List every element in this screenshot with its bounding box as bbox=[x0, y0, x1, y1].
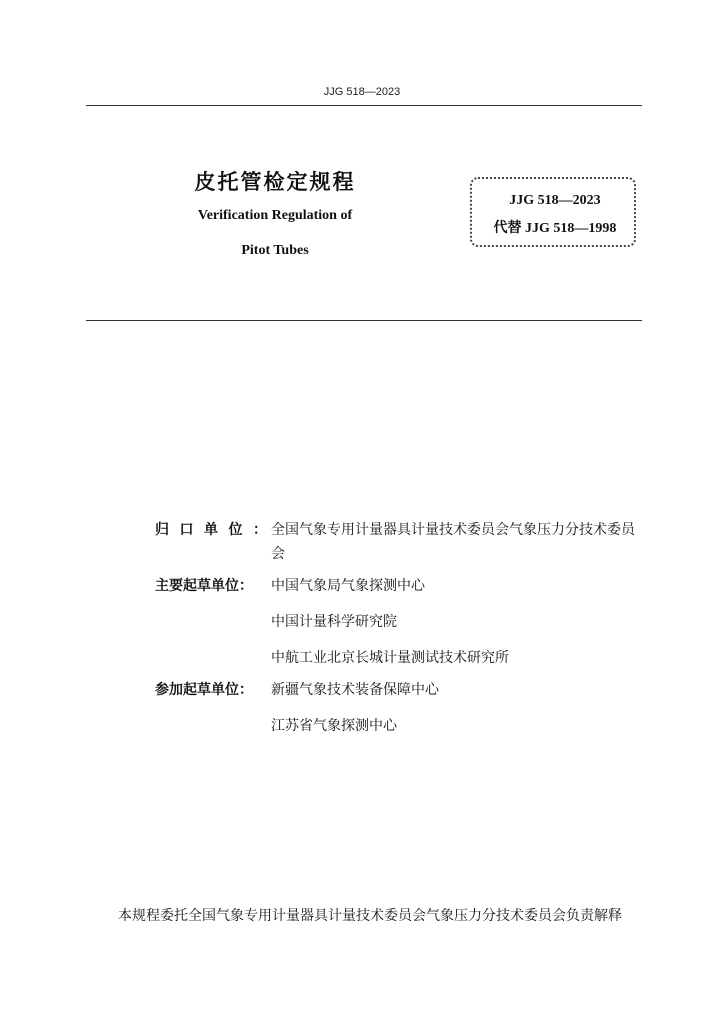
title-english-line1: Verification Regulation of bbox=[197, 208, 353, 223]
main-drafting-unit: 中国计量科学研究院 bbox=[271, 614, 397, 630]
standard-code-box bbox=[470, 177, 636, 247]
responsible-unit-row bbox=[155, 518, 645, 566]
main-drafting-unit: 中航工业北京长城计量测试技术研究所 bbox=[271, 650, 509, 666]
participating-drafting-row bbox=[155, 678, 645, 738]
interpretation-note: 本规程委托全国气象专用计量器具计量技术委员会气象压力分技术委员会负责解释 bbox=[118, 908, 622, 924]
main-drafting-unit: 中国气象局气象探测中心 bbox=[271, 578, 425, 594]
standard-code: JJG 518—2023 bbox=[509, 193, 601, 208]
participating-drafting-label: 参加起草单位： bbox=[155, 682, 253, 698]
main-drafting-row bbox=[155, 574, 645, 670]
participating-drafting-unit: 江苏省气象探测中心 bbox=[271, 718, 397, 734]
title-chinese: 皮托管检定规程 bbox=[194, 170, 356, 194]
responsible-unit-label: 归口单位： bbox=[155, 522, 278, 538]
participating-drafting-unit: 新疆气象技术装备保障中心 bbox=[271, 682, 439, 698]
main-drafting-label: 主要起草单位： bbox=[155, 578, 253, 594]
title-english-line2: Pitot Tubes bbox=[241, 243, 309, 258]
replaced-standard-code: 代替 JJG 518—1998 bbox=[493, 221, 617, 236]
header-divider bbox=[86, 105, 642, 106]
responsible-unit-value: 全国气象专用计量器具计量技术委员会气象压力分技术委员会 bbox=[271, 522, 635, 562]
header-standard-code: JJG 518—2023 bbox=[323, 86, 401, 98]
organizations-section bbox=[155, 518, 645, 746]
title-divider bbox=[86, 320, 642, 321]
